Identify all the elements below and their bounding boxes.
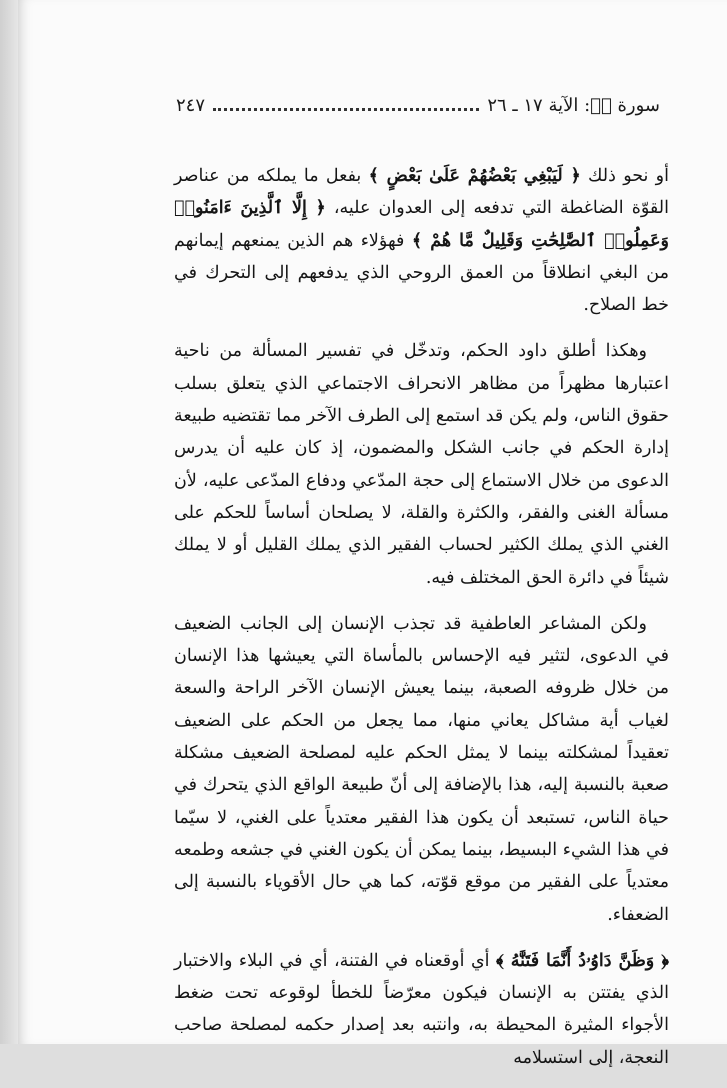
- chapter-title: سورة صۤ: الآية ١٧ ـ ٢٦: [487, 94, 660, 116]
- page-number: ٢٤٧: [176, 94, 206, 116]
- paragraph-1: [174, 160, 669, 321]
- running-header: [176, 90, 660, 120]
- paragraph-3: [174, 608, 669, 931]
- text-segment: فهؤلاء هم الذين يمنعهم إيمانهم من البغي انطلاقاً من العمق الروحي الذي يدفعهم إلى التحرك في خط الصلاح.: [174, 230, 669, 316]
- body-text: [174, 160, 669, 1088]
- book-page: [18, 0, 727, 1068]
- paragraph-4: [174, 945, 669, 1074]
- quran-verse: ﴿ وَظَنَّ دَاوُۥدُ أَنَّمَا فَتَنَّٰهُ ﴾: [495, 950, 669, 971]
- paragraph-2: [174, 335, 669, 593]
- text-segment: أي أوقعناه في الفتنة، أي في البلاء والاختبار الذي يفتتن به الإنسان فيكون معرّضاً للخطأ لوقوعه تحت ضغط الأجواء المثيرة المحيطة به، وانتبه بعد إصدار حكمه لمصلحة صاحب النعجة، إلى استسلامه: [174, 950, 669, 1068]
- quran-verse: ﴿ لَيَبْغِي بَعْضُهُمْ عَلَىٰ بَعْضٍ ﴾: [368, 166, 581, 186]
- leader-dots: [213, 100, 479, 111]
- page-gutter-shadow: [0, 0, 18, 1044]
- quran-verse: ﴿ إِلَّا ٱلَّذِينَ ءَامَنُوا۟ وَعَمِلُوا۟ ٱلصَّٰلِحَٰتِ وَقَلِيلٌ مَّا هُمْ ﴾: [174, 198, 669, 251]
- text-segment: ولكن المشاعر العاطفية قد تجذب الإنسان إلى الجانب الضعيف في الدعوى، لتثير فيه الإحساس بالمأساة التي يعيشها هذا الإنسان من خلال ظروفه الصعبة، بينما يعيش الإنسان الآخر الراحة والسعة لغياب أية مشاكل يعاني منها، مما يجعل من الحكم على الضعيف تعقيداً لمشكلته بينما لا يمثل الحكم عليه لمصلحة الضعيف مشكلة صعبة بالنسبة إليه، هذا بالإضافة إلى أنّ طبيعة الواقع الذي يتحرك في حياة الناس، تستبعد أن يكون هذا الفقير معتدياً على الغني، لا سيّما في هذا الشيء البسيط، بينما يمكن أن يكون الغني في جشعه وطمعه معتدياً على الفقير من موقع قوّته، كما هي حال الأقوياء بالنسبة إلى الضعفاء.: [174, 613, 669, 925]
- text-segment: وهكذا أطلق داود الحكم، وتدخّل في تفسير المسألة من ناحية اعتبارها مظهراً من مظاهر الانحراف الاجتماعي الذي يتعلق بسلب حقوق الناس، ولم يكن قد استمع إلى الطرف الآخر مما تقتضيه طبيعة إدارة الحكم في جانب الشكل والمضمون، إذ كان عليه أن يدرس الدعوى من خلال الاستماع إلى حجة المدّعي ودفاع المدّعى عليه، لأن مسألة الغنى والفقر، والكثرة والقلة، لا يصلحان أساساً للحكم على الغني الذي يملك الكثير لحساب الفقير الذي يملك القليل أو لا يملك شيئاً في دائرة الحق المختلف فيه.: [174, 341, 669, 588]
- text-segment: بفعل ما يملكه من عناصر القوّة الضاغطة التي تدفعه إلى العدوان عليه،: [174, 166, 669, 219]
- text-segment: أو نحو ذلك: [580, 166, 669, 186]
